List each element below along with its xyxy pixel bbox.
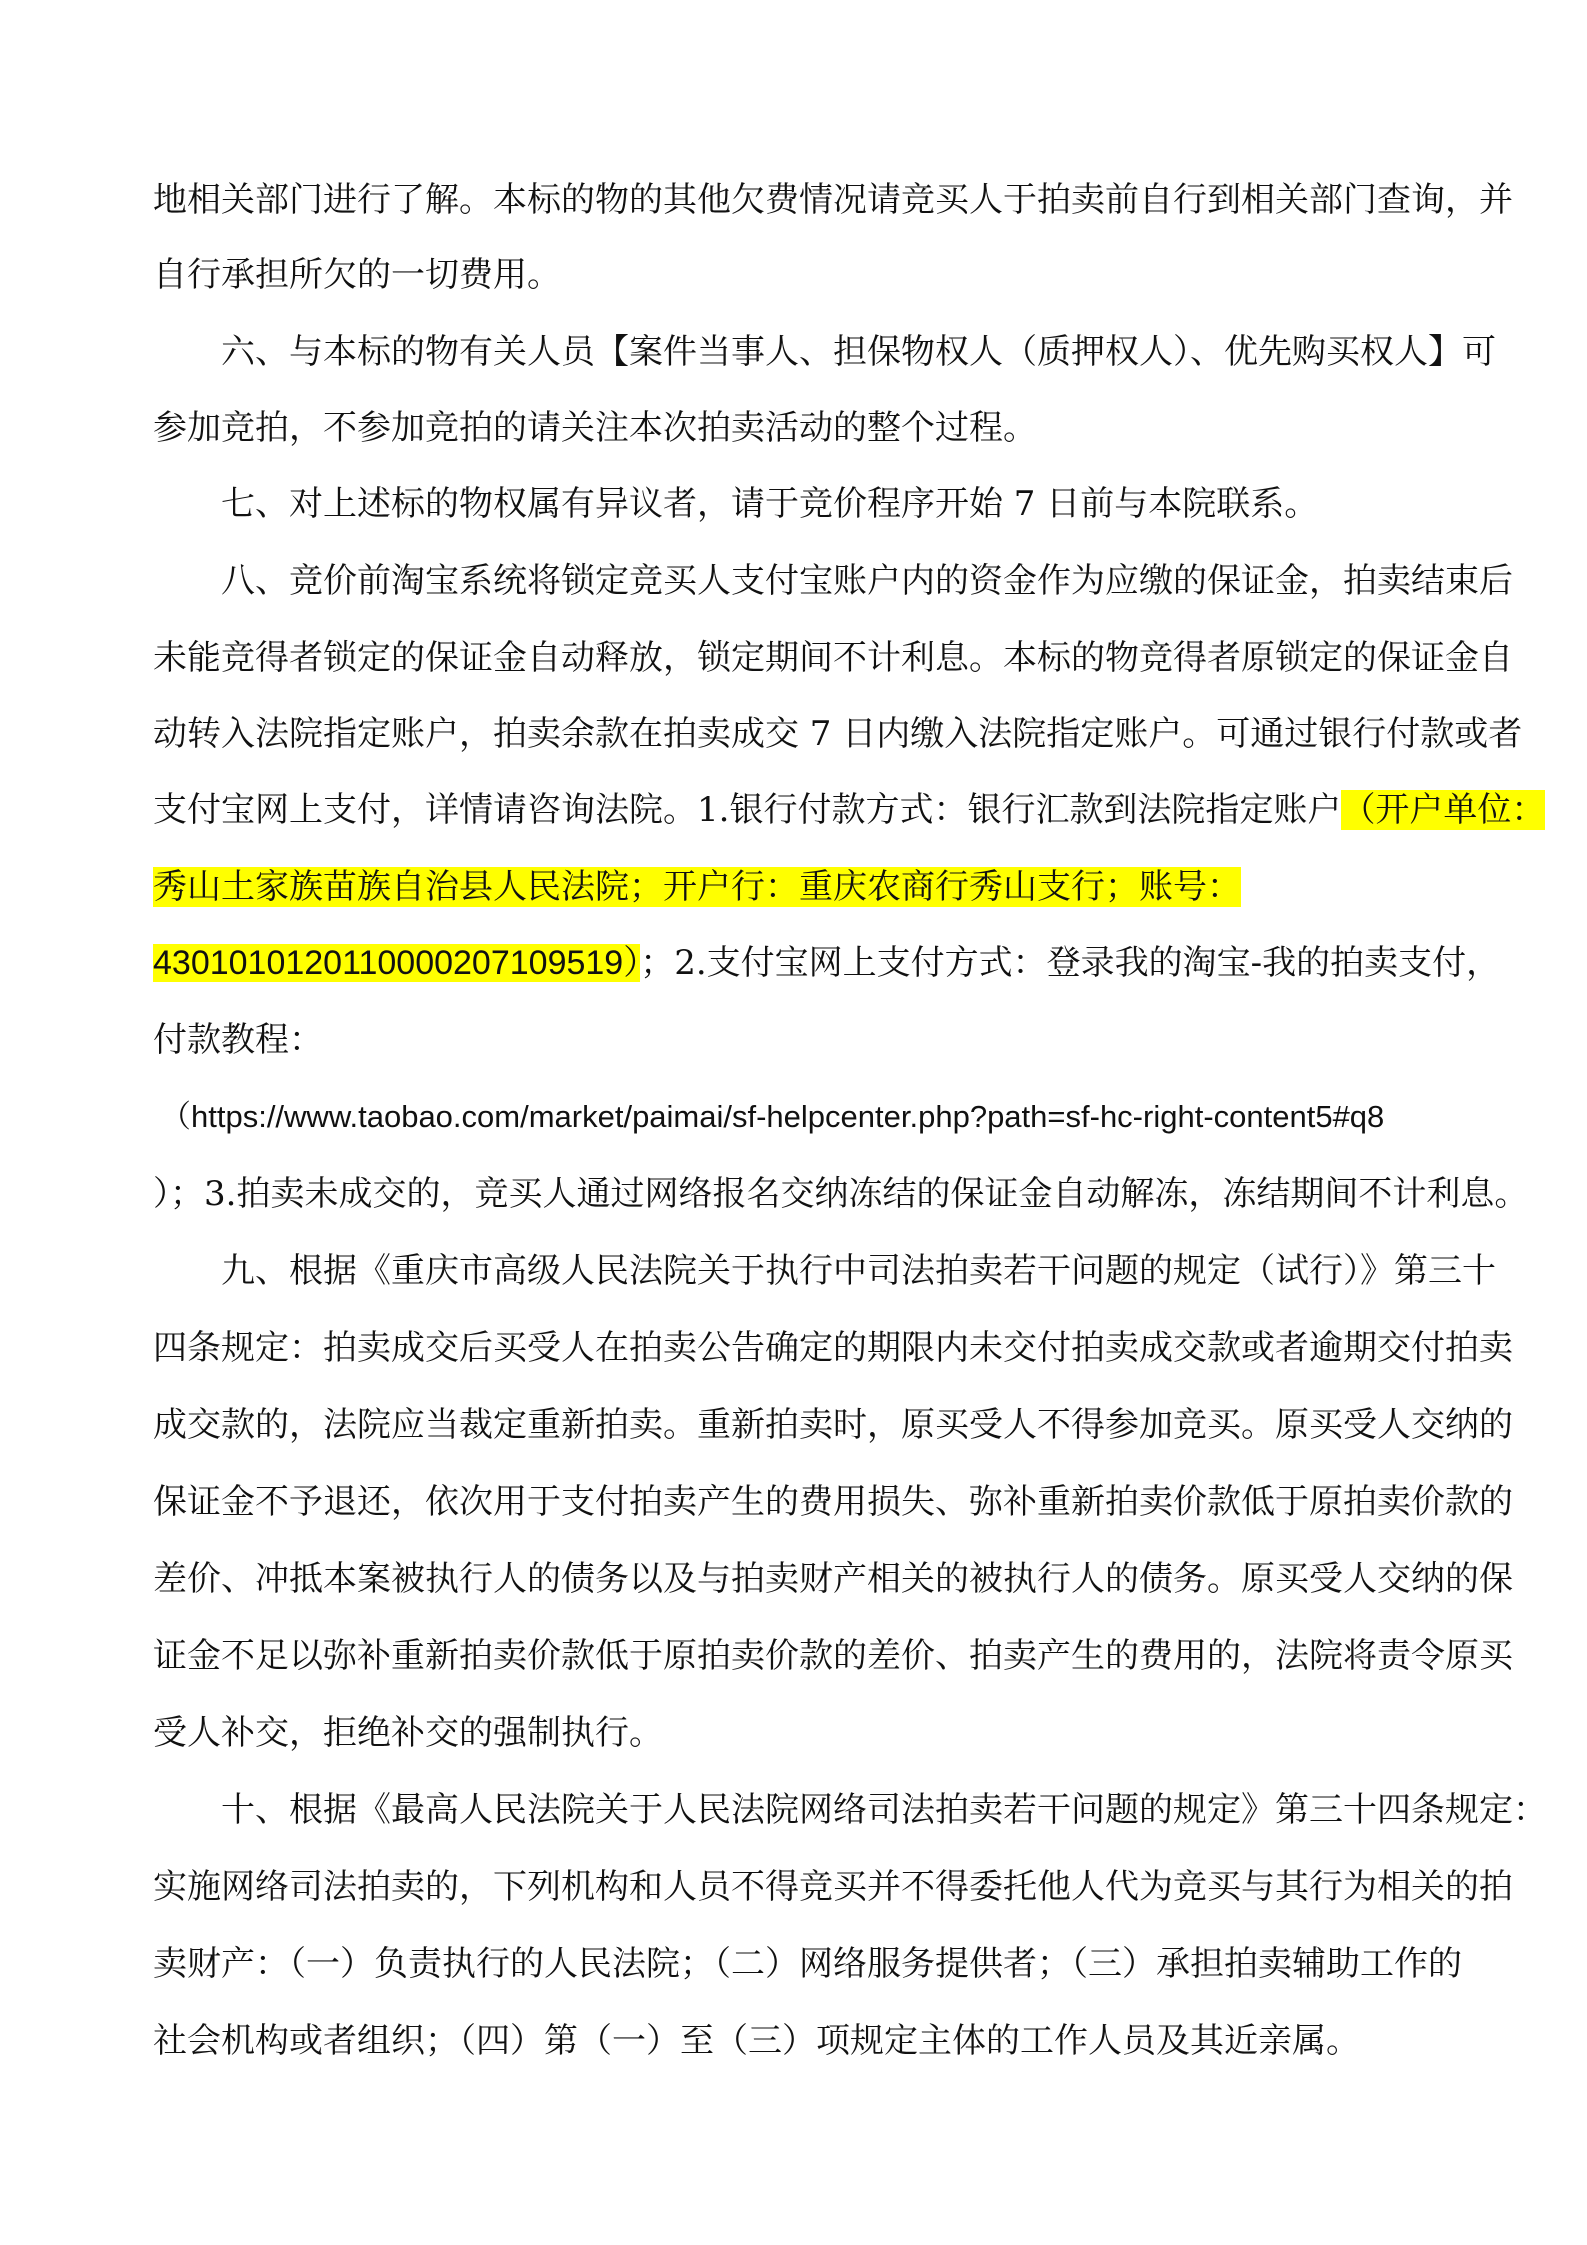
paragraph-ten-line: 卖财产：（一）负责执行的人民法院；（二）网络服务提供者；（三）承担拍卖辅助工作的 [153,1944,1462,1984]
paragraph-ten-line: 实施网络司法拍卖的，下列机构和人员不得竞买并不得委托他人代为竞买与其行为相关的拍 [153,1867,1513,1907]
paragraph-nine-line: 成交款的，法院应当裁定重新拍卖。重新拍卖时，原买受人不得参加竞买。原买受人交纳的 [153,1405,1513,1445]
paragraph-eight-line: 未能竞得者锁定的保证金自动释放，锁定期间不计利息。本标的物竞得者原锁定的保证金自 [153,638,1513,678]
account-info-highlight: 秀山土家族苗族自治县人民法院；开户行：重庆农商行秀山支行；账号： [153,867,1241,907]
paragraph-line: 自行承担所欠的一切费用。 [153,255,561,295]
paragraph-nine-line: 九、根据《重庆市高级人民法院关于执行中司法拍卖若干问题的规定（试行）》第三十 [221,1251,1496,1291]
paragraph-eight-line [153,780,1546,840]
paragraph-six-line: 参加竞拍，不参加竞拍的请关注本次拍卖活动的整个过程。 [153,408,1037,448]
account-number-highlight: 4301010120110000207109519） [153,944,641,982]
bank-payment-text: 支付宝网上支付，详情请咨询法院。1.银行付款方式：银行汇款到法院指定账户 [153,790,1342,830]
paragraph-ten-line: 社会机构或者组织；（四）第（一）至（三）项规定主体的工作人员及其近亲属。 [153,2021,1360,2061]
paragraph-eight-line [153,933,1501,993]
paragraph-nine-line: 四条规定：拍卖成交后买受人在拍卖公告确定的期限内未交付拍卖成交款或者逾期交付拍卖 [153,1328,1513,1368]
paragraph-six-line: 六、与本标的物有关人员【案件当事人、担保物权人（质押权人）、优先购买权人】可 [221,332,1496,372]
paragraph-nine-line: 受人补交，拒绝补交的强制执行。 [153,1713,663,1753]
paragraph-eight-line: ）；3.拍卖未成交的，竞买人通过网络报名交纳冻结的保证金自动解冻，冻结期间不计利息。 [153,1174,1529,1214]
paragraph-eight-line: 八、竞价前淘宝系统将锁定竞买人支付宝账户内的资金作为应缴的保证金，拍卖结束后 [221,561,1513,601]
paragraph-eight-line: 动转入法院指定账户，拍卖余款在拍卖成交 7 日内缴入法院指定账户。可通过银行付款或者 [153,714,1523,754]
payment-tutorial-link[interactable]: （https://www.taobao.com/market/paimai/sf-helpcenter.php?path=sf-hc-right-content5#q8 [160,1099,1385,1134]
paragraph-eight-line: 付款教程： [153,1020,323,1060]
paragraph-nine-line: 保证金不予退还，依次用于支付拍卖产生的费用损失、弥补重新拍卖价款低于原拍卖价款的 [153,1482,1513,1522]
alipay-payment-text: ；2.支付宝网上支付方式：登录我的淘宝-我的拍卖支付， [640,943,1501,983]
paragraph-line: 地相关部门进行了解。本标的物的其他欠费情况请竞买人于拍卖前自行到相关部门查询，并 [153,180,1513,220]
paragraph-seven-line: 七、对上述标的物权属有异议者，请于竞价程序开始 7 日前与本院联系。 [221,484,1319,524]
paragraph-nine-line: 证金不足以弥补重新拍卖价款低于原拍卖价款的差价、拍卖产生的费用的，法院将责令原买 [153,1636,1513,1676]
paragraph-eight-line [153,857,1435,917]
account-info-highlight: （开户单位： [1341,790,1546,830]
paragraph-nine-line: 差价、冲抵本案被执行人的债务以及与拍卖财产相关的被执行人的债务。原买受人交纳的保 [153,1559,1513,1599]
paragraph-ten-line: 十、根据《最高人民法院关于人民法院网络司法拍卖若干问题的规定》第三十四条规定： [221,1790,1547,1830]
